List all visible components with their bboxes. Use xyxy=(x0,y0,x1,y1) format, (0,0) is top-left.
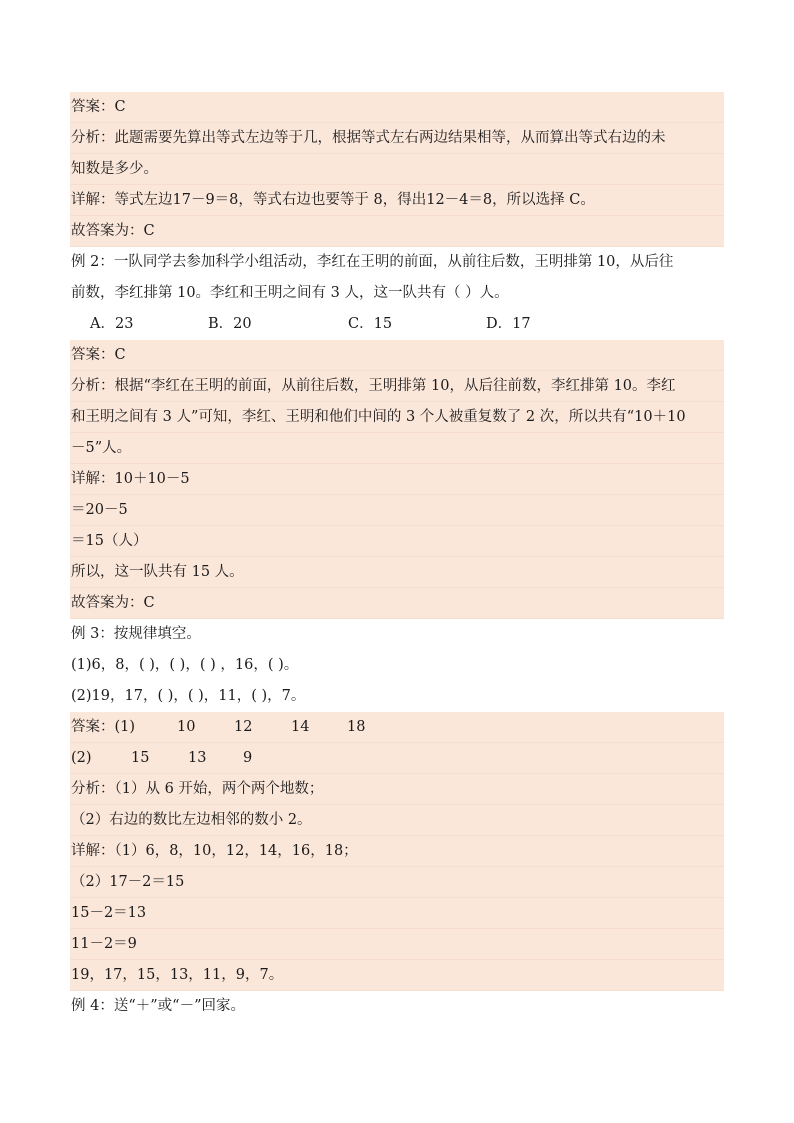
option-d: D．17 xyxy=(486,316,531,332)
answer-value: 10 xyxy=(177,719,196,735)
example-2-question: 例 2：一队同学去参加科学小组活动，李红在王明的前面，从前往后数，王明排第 10，从后往 xyxy=(71,254,674,270)
conclusion-line: 故答案为：C xyxy=(70,588,724,619)
answer-line xyxy=(70,712,724,743)
detail-line: 详解：10＋10－5 xyxy=(70,464,724,495)
detail-line: 详解：（1）6，8，10，12，14，16，18； xyxy=(70,836,724,867)
answer-line: 答案：C xyxy=(70,340,724,371)
analysis-line: 分析：此题需要先算出等式左边等于几，根据等式左右两边结果相等，从而算出等式右边的未 xyxy=(70,123,724,154)
answer-value: 12 xyxy=(234,719,253,735)
detail-line: 所以，这一队共有 15 人。 xyxy=(70,557,724,588)
analysis-line: （2）右边的数比左边相邻的数小 2。 xyxy=(70,805,724,836)
analysis-line: 和王明之间有 3 人”可知，李红、王明和他们中间的 3 个人被重复数了 2 次，所以共有“10＋10 xyxy=(70,402,724,433)
detail-line: 19，17，15，13，11，9，7。 xyxy=(70,960,724,991)
option-b: B．20 xyxy=(208,316,252,332)
options-row xyxy=(70,309,724,340)
answer-line xyxy=(70,743,724,774)
answer-value: 9 xyxy=(243,750,253,766)
detail-line: 15－2＝13 xyxy=(70,898,724,929)
conclusion-line: 故答案为：C xyxy=(70,216,724,247)
detail-line: （2）17－2＝15 xyxy=(70,867,724,898)
detail-line: 11－2＝9 xyxy=(70,929,724,960)
analysis-line: 知数是多少。 xyxy=(70,154,724,185)
example-3-question: 例 3：按规律填空。 xyxy=(71,626,201,642)
example-2-question: 前数，李红排第 10。李红和王明之间有 3 人，这一队共有（ ）人。 xyxy=(71,285,509,301)
analysis-line: 分析：根据“李红在王明的前面，从前往后数，王明排第 10，从后往前数，李红排第 10。李红 xyxy=(70,371,724,402)
option-c: C．15 xyxy=(348,316,393,332)
answer-label: 答案：(1) xyxy=(71,719,136,735)
answer-label: (2) xyxy=(71,750,92,766)
content xyxy=(70,92,724,1022)
answer-value: 14 xyxy=(291,719,310,735)
answer-value: 18 xyxy=(347,719,366,735)
detail-line: 详解：等式左边17－9＝8，等式右边也要等于 8，得出12－4＝8，所以选择 C。 xyxy=(70,185,724,216)
option-a: A．23 xyxy=(90,316,134,332)
analysis-line: －5”人。 xyxy=(70,433,724,464)
detail-line: ＝20－5 xyxy=(70,495,724,526)
answer-value: 15 xyxy=(131,750,150,766)
answer-line: 答案：C xyxy=(70,92,724,123)
analysis-line: 分析：（1）从 6 开始，两个两个地数； xyxy=(70,774,724,805)
example-4-question: 例 4：送“＋”或“－”回家。 xyxy=(71,998,245,1014)
example-3-part-1: (1)6，8，( )，( )，( ) ，16，( )。 xyxy=(71,657,299,673)
example-3-part-2: (2)19，17，( )，( )，11，( )，7。 xyxy=(71,688,306,704)
detail-line: ＝15（人） xyxy=(70,526,724,557)
answer-value: 13 xyxy=(188,750,207,766)
